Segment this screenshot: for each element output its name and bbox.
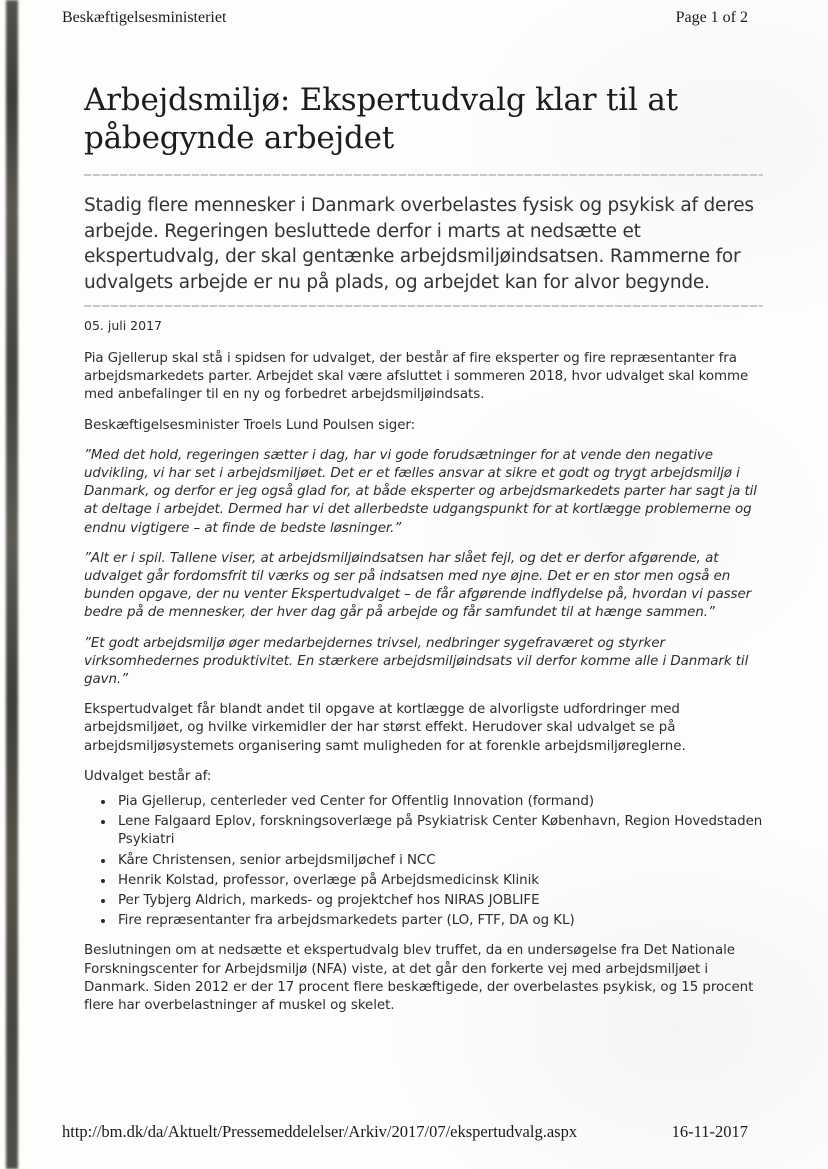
list-item: • Fire repræsentanter fra arbejdsmarkedets parter (LO, FTF, DA og KL)	[115, 912, 763, 930]
list-item: • Lene Falgaard Eplov, forskningsoverlæge på Psykiatrisk Center København, Region Hovedstaden Psykiatri	[115, 813, 763, 849]
list-item: • Henrik Kolstad, professor, overlæge på Arbejdsmedicinsk Klinik	[115, 872, 763, 890]
article	[84, 81, 763, 1015]
quote-1: ”Med det hold, regeringen sætter i dag, har vi gode forudsætninger for at vende den negative udvikling, vi har set i arbejdsmiljøet. Det er et fælles ansvar at sikre et godt og trygt arbejdsmiljø i Danmark, og derfor er jeg også glad for, at både eksperter og arbejdsmarkedets parter har sagt ja til at deltage i arbejdet. Dermed har vi det allerbedste udgangspunkt for at kortlægge problemerne og endnu vigtigere – at finde de bedste løsninger.”	[84, 447, 757, 536]
paragraph-list-intro: Udvalget består af:	[84, 768, 212, 784]
quote-3: ”Et godt arbejdsmiljø øger medarbejdernes trivsel, nedbringer sygefraværet og styrker virksomhedernes produktivitet. En stærkere arbejdsmiljøindsats vil derfor komme alle i Danmark til gavn.”	[84, 635, 749, 688]
paragraph-task: Ekspertudvalget får blandt andet til opgave at kortlægge de alvorligste udfordringer med arbejdsmiljøet, og hvilke virkemidler der har størst effekt. Herudover skal udvalget se på arbejdsmiljøsystemets organisering samt muligheden for at forenkle arbejdsmiljøreglerne.	[84, 702, 686, 754]
divider-under-lede	[84, 305, 763, 307]
print-header-page-number: Page 1 of 2	[675, 9, 748, 26]
divider-under-title	[84, 174, 763, 176]
article-date: 05. juli 2017	[84, 318, 162, 333]
list-item: • Per Tybjerg Aldrich, markeds- og projektchef hos NIRAS JOBLIFE	[115, 892, 763, 910]
list-item: • Pia Gjellerup, centerleder ved Center for Offentlig Innovation (formand)	[115, 793, 763, 811]
paragraph-closing: Beslutningen om at nedsætte et ekspertudvalg blev truffet, da en undersøgelse fra Det Nationale Forskningscenter for Arbejdsmiljø (NFA) viste, at det går den forkerte vej med arbejdsmiljøet i Danmark. Siden 2012 er der 17 procent flere beskæftigede, der overbelastes psykisk, og 15 procent flere har overbelastninger af muskel og skelet.	[84, 943, 754, 1014]
print-footer	[62, 1122, 748, 1142]
list-item: • Kåre Christensen, senior arbejdsmiljøchef i NCC	[115, 852, 763, 870]
article-lede: Stadig flere mennesker i Danmark overbelastes fysisk og psykisk af deres arbejde. Regeringen besluttede derfor i marts at nedsætte et ekspertudvalg, der skal gentænke arbejdsmiljøindsatsen. Rammerne for udvalgets arbejde er nu på plads, og arbejdet kan for alvor begynde.	[84, 195, 754, 293]
print-footer-url: http://bm.dk/da/Aktuelt/Pressemeddelelser/Arkiv/2017/07/ekspertudvalg.aspx	[62, 1122, 578, 1141]
print-header-site: Beskæftigelsesministeriet	[62, 9, 227, 26]
article-title: Arbejdsmiljø: Ekspertudvalg klar til at påbegynde arbejdet	[84, 82, 678, 156]
print-header	[62, 9, 748, 27]
quote-2: ”Alt er i spil. Tallene viser, at arbejdsmiljøindsatsen har slået fejl, og det er derfor afgørende, at udvalget går fordomsfrit til værks og ser på indsatsen med nye øjne. Det er en stor men også en bunden opgave, der nu venter Ekspertudvalget – de får afgørende indflydelse på, hvordan vi passer bedre på de mennesker, der hver dag går på arbejde og får samfundet til at hænge sammen.”	[84, 550, 752, 621]
paragraph-intro: Pia Gjellerup skal stå i spidsen for udvalget, der består af fire eksperter og fire repræsentanter fra arbejdsmarkedets parter. Arbejdet skal være afsluttet i sommeren 2018, hvor udvalget skal komme med anbefalinger til en ny og forbedret arbejdsmiljøindsats.	[84, 351, 749, 403]
paragraph-minister-says: Beskæftigelsesminister Troels Lund Poulsen siger:	[84, 417, 416, 433]
print-footer-date: 16-11-2017	[671, 1122, 748, 1141]
committee-member-list	[84, 793, 763, 930]
scan-edge-artifact	[6, 0, 18, 1169]
